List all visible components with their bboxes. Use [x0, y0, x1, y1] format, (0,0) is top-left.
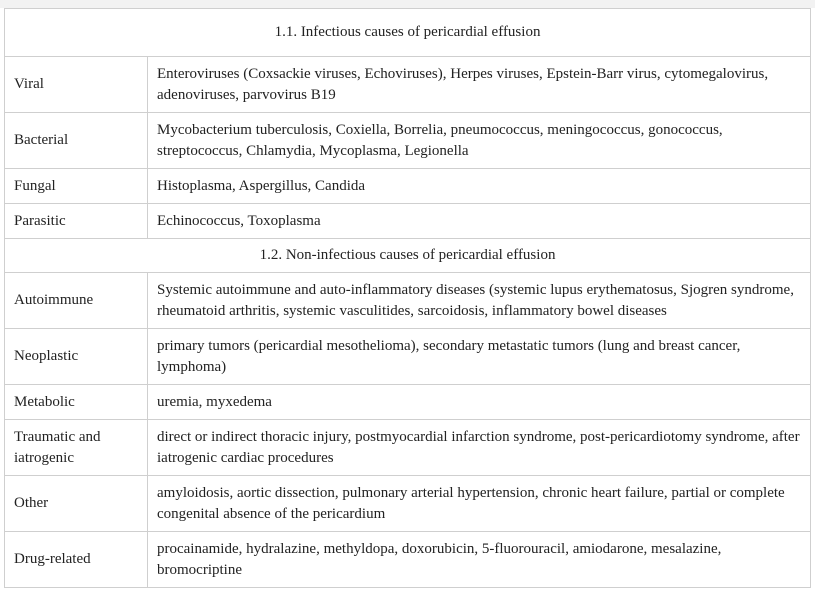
- table-row: [5, 420, 811, 476]
- causes-cell: uremia, myxedema: [148, 385, 811, 420]
- category-cell: Parasitic: [5, 204, 148, 239]
- causes-cell: procainamide, hydralazine, methyldopa, doxorubicin, 5-fluorouracil, amiodarone, mesalazine, bromocriptine: [148, 532, 811, 588]
- table-row: [5, 329, 811, 385]
- pericardial-effusion-causes-table: [4, 8, 811, 588]
- causes-cell: primary tumors (pericardial mesothelioma), secondary metastatic tumors (lung and breast cancer, lymphoma): [148, 329, 811, 385]
- table-row: [5, 204, 811, 239]
- table-row: [5, 476, 811, 532]
- table-row: [5, 113, 811, 169]
- category-cell: Traumatic and iatrogenic: [5, 420, 148, 476]
- category-cell: Other: [5, 476, 148, 532]
- category-cell: Drug-related: [5, 532, 148, 588]
- category-cell: Autoimmune: [5, 273, 148, 329]
- causes-cell: Histoplasma, Aspergillus, Candida: [148, 169, 811, 204]
- table-row: [5, 57, 811, 113]
- section-header-row: [5, 239, 811, 273]
- table-row: [5, 169, 811, 204]
- top-strip: [0, 0, 815, 8]
- table-row: [5, 385, 811, 420]
- table-row: [5, 273, 811, 329]
- causes-cell: Mycobacterium tuberculosis, Coxiella, Borrelia, pneumococcus, meningococcus, gonococcus, streptococcus, Chlamydia, Mycoplasma, Legionella: [148, 113, 811, 169]
- causes-cell: Enteroviruses (Coxsackie viruses, Echoviruses), Herpes viruses, Epstein-Barr virus, cytomegalovirus, adenoviruses, parvovirus B19: [148, 57, 811, 113]
- category-cell: Neoplastic: [5, 329, 148, 385]
- category-cell: Fungal: [5, 169, 148, 204]
- category-cell: Viral: [5, 57, 148, 113]
- causes-cell: Echinococcus, Toxoplasma: [148, 204, 811, 239]
- causes-cell: Systemic autoimmune and auto-inflammatory diseases (systemic lupus erythematosus, Sjogren syndrome, rheumatoid arthritis, systemic vasculitides, sarcoidosis, inflammatory bowel diseases: [148, 273, 811, 329]
- category-cell: Bacterial: [5, 113, 148, 169]
- section-title-infectious: 1.1. Infectious causes of pericardial effusion: [5, 9, 811, 57]
- causes-cell: amyloidosis, aortic dissection, pulmonary arterial hypertension, chronic heart failure, partial or complete congenital absence of the pericardium: [148, 476, 811, 532]
- causes-cell: direct or indirect thoracic injury, postmyocardial infarction syndrome, post-pericardiotomy syndrome, after iatrogenic cardiac procedures: [148, 420, 811, 476]
- table-row: [5, 532, 811, 588]
- section-header-row: [5, 9, 811, 57]
- section-title-non-infectious: 1.2. Non-infectious causes of pericardial effusion: [5, 239, 811, 273]
- category-cell: Metabolic: [5, 385, 148, 420]
